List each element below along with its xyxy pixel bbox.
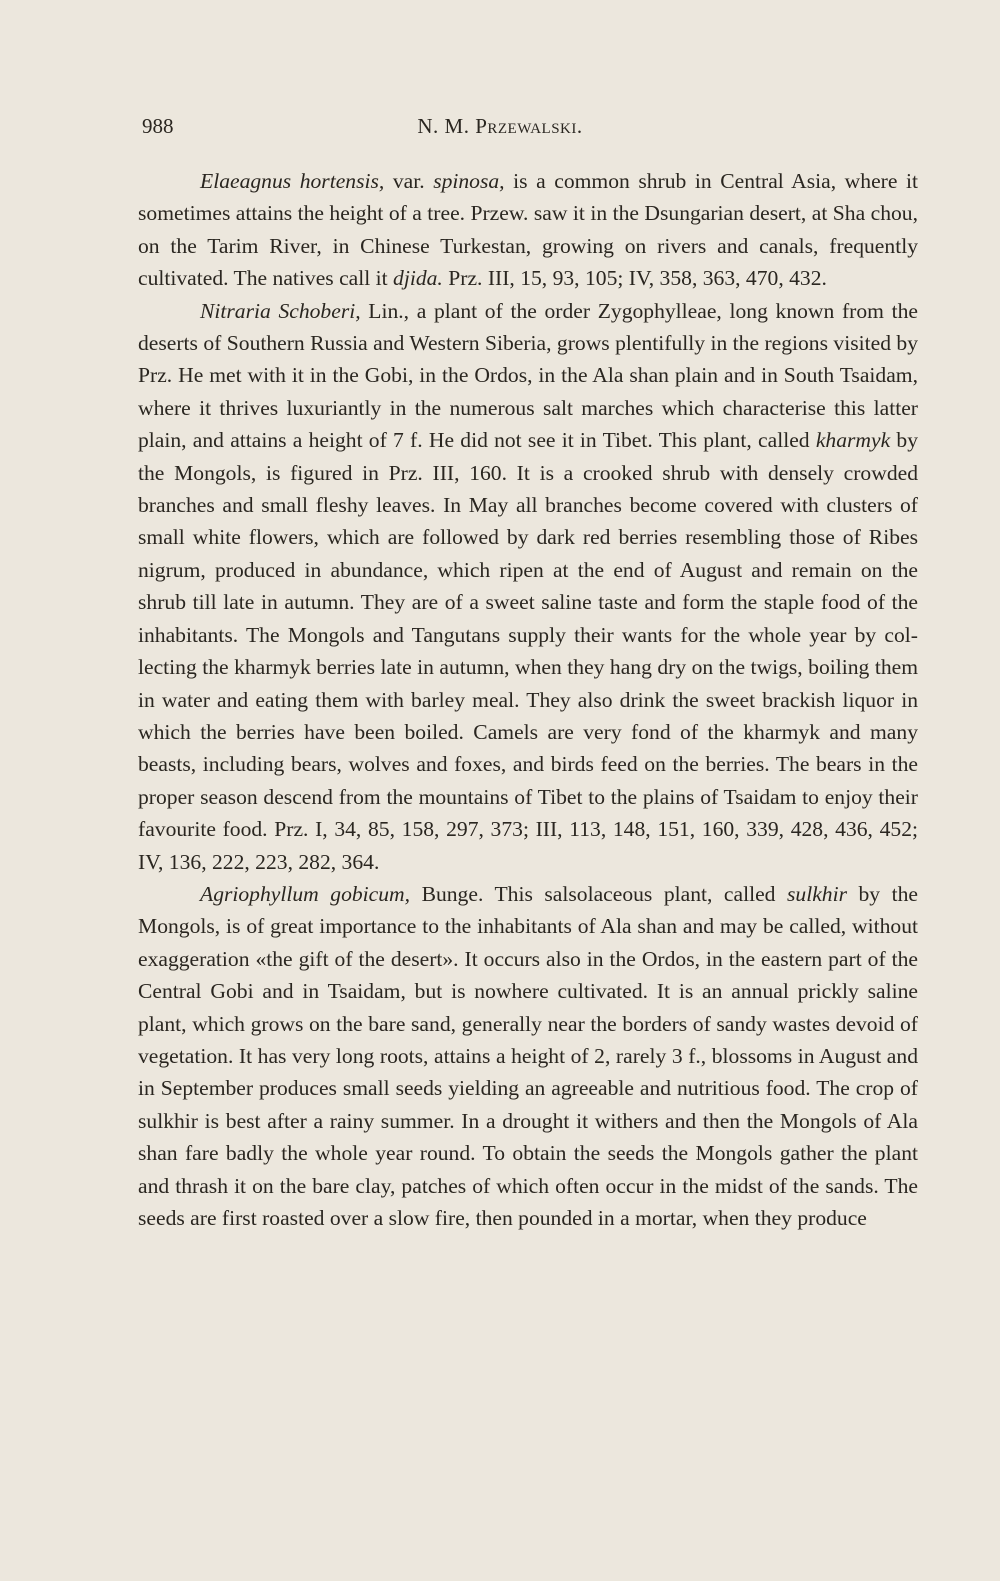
author-surname: Przewalski. [475,114,583,138]
species-name: Elaeagnus hortensis, [200,169,385,193]
running-title [0,114,1000,139]
native-name: djida. [393,266,443,291]
paragraph-text: by the Mongols, is figured in Prz. III, 160. It is a crooked shrub with densely crowded branches and small fleshy leaves. In May all branches become covered with clusters of small white flowers, which are followed by dark red berries resembling those of Ribes nigrum, produced in abundance, which ripen at the end of August and remain on the shrub till late in autumn. They are of a sweet saline taste and form the staple food of the inhabitants. The Mongols and Tangutans supply their wants for the whole year by collecting the kharmyk berries late in autumn, when they hang dry on the twigs, boiling them in water and eating them with barley meal. They also drink the sweet brackish liquor in which the berries have been boiled. Camels are very fond of the kharmyk and many beasts, including bears, wolves and foxes, and birds feed on the berries. The bears in the proper season descend from the mountains of Tibet to the plains of Tsaidam to enjoy their favourite food. Prz. I, 34, 85, 158, 297, 373; III, 113, 148, 151, 160, 339, 428, 436, 452; IV, 136, 222, 223, 282, 364. [138,428,918,874]
paragraph-agriophyllum [138,878,918,1234]
running-head [0,114,1000,144]
paragraph-text: is a common shrub in Central Asia, where it sometimes attains the height of a tree. Przew. saw it in the Dsungarian desert, at Sha chou, on the Tarim River, in Chinese Turkestan, growing on rivers and canals, frequently cultivated. The natives call it [138,169,918,291]
paragraph-elaeagnus [138,165,918,295]
paragraph-text: var. [384,169,434,193]
paragraph-text: Lin., a plant of the order Zygophylleae, long known from the deserts of Southern Russia and Western Siberia, grows plentifully in the regions visited by Prz. He met with it in the Gobi, in the Ordos, in the Ala shan plain and in South Tsaidam, where it thrives luxuriantly in the numerous salt marches which characterise this latter plain, and attains a height of 7 f. He did not see it in Tibet. This plant, called [138,298,918,453]
species-name: Nitraria Schoberi, [200,298,361,323]
author-initials: N. M. [417,114,470,138]
body-text [138,165,918,1234]
species-name: Agriophyllum gobicum, [200,881,411,906]
paragraph-text: Prz. III, 15, 93, 105; IV, 358, 363, 470, 432. [442,266,827,291]
native-name: kharmyk [815,428,891,453]
paragraph-text: Bunge. This salsolaceous plant, called [410,881,787,906]
variety-name: spinosa, [433,169,505,193]
native-name: sulkhir [787,881,847,906]
page-number: 988 [142,114,174,138]
paragraph-text: by the Mongols, is of great importance to the inhabitants of Ala shan and may be called, without exaggeration «the gift of the desert». It occurs also in the Ordos, in the eastern part of the Central Gobi and in Tsaidam, but is nowhere cultivated. It is an annual prickly saline plant, which grows on the bare sand, generally near the borders of sandy wastes devoid of vegetation. It has very long roots, attains a height of 2, rarely 3 f., blossoms in August and in September produces small seeds yielding an agreeable and nutritious food. The crop of sulkhir is best after a rainy summer. In a drought it withers and then the Mongols of Ala shan fare badly the whole year round. To obtain the seeds the Mongols gather the plant and thrash it on the bare clay, patches of which often occur in the midst of the sands. The seeds are first roasted over a slow fire, then pounded in a mortar, when they produce [138,881,918,1230]
paragraph-nitraria [138,295,918,878]
